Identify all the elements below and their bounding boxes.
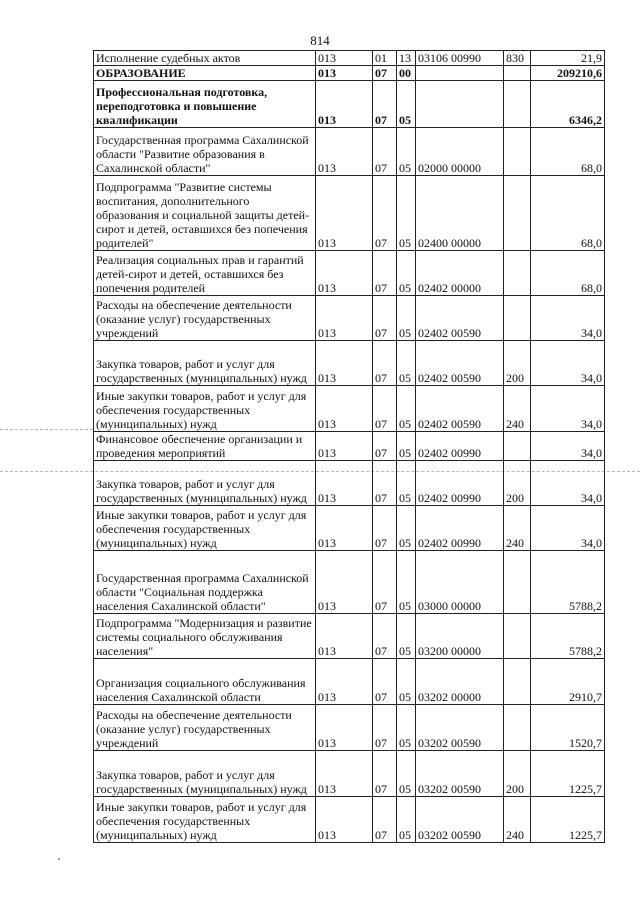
row-name: Финансовое обеспечение организации и проведения мероприятий [94, 432, 316, 461]
row-subsection-code: 05 [397, 296, 416, 341]
row-section-code: 07 [373, 797, 397, 843]
row-target-code: 02402 00000 [416, 251, 504, 296]
budget-table [93, 50, 605, 843]
row-name: Организация социального обслуживания населения Сахалинской области [94, 659, 316, 705]
row-ved-code: 013 [316, 386, 373, 432]
row-section-code: 07 [373, 296, 397, 341]
row-subsection-code: 13 [397, 51, 416, 66]
row-expense-type: 240 [504, 506, 531, 551]
row-amount: 68,0 [531, 176, 605, 251]
row-section-code: 07 [373, 341, 397, 386]
row-amount: 1225,7 [531, 751, 605, 797]
row-target-code: 03202 00590 [416, 797, 504, 843]
row-section-code: 07 [373, 128, 397, 176]
row-target-code [416, 66, 504, 81]
row-ved-code: 013 [316, 506, 373, 551]
row-section-code: 07 [373, 432, 397, 461]
row-amount: 209210,6 [531, 66, 605, 81]
scan-artifact-dot [58, 858, 60, 860]
row-expense-type: 240 [504, 797, 531, 843]
row-name: Закупка товаров, работ и услуг для государственных (муниципальных) нужд [94, 461, 316, 506]
row-name: Иные закупки товаров, работ и услуг для обеспечения государственных (муниципальных) нужд [94, 386, 316, 432]
row-ved-code: 013 [316, 66, 373, 81]
table-row [94, 705, 605, 751]
row-target-code: 03200 00000 [416, 614, 504, 659]
row-expense-type [504, 128, 531, 176]
row-expense-type: 830 [504, 51, 531, 66]
row-ved-code: 013 [316, 341, 373, 386]
table-row [94, 66, 605, 81]
row-target-code: 02400 00000 [416, 176, 504, 251]
table-row [94, 128, 605, 176]
row-amount: 34,0 [531, 461, 605, 506]
row-subsection-code: 05 [397, 432, 416, 461]
row-subsection-code: 05 [397, 386, 416, 432]
row-subsection-code: 05 [397, 461, 416, 506]
row-name: Закупка товаров, работ и услуг для государственных (муниципальных) нужд [94, 341, 316, 386]
table-row [94, 251, 605, 296]
row-ved-code: 013 [316, 751, 373, 797]
table-row [94, 432, 605, 461]
table-row [94, 614, 605, 659]
row-name: Расходы на обеспечение деятельности (оказание услуг) государственных учреждений [94, 705, 316, 751]
row-subsection-code: 05 [397, 341, 416, 386]
row-amount: 68,0 [531, 128, 605, 176]
row-subsection-code: 05 [397, 705, 416, 751]
row-amount: 34,0 [531, 296, 605, 341]
row-amount: 6346,2 [531, 81, 605, 128]
row-ved-code: 013 [316, 81, 373, 128]
row-ved-code: 013 [316, 251, 373, 296]
row-name: Государственная программа Сахалинской области "Развитие образования в Сахалинской области" [94, 128, 316, 176]
row-expense-type [504, 176, 531, 251]
row-target-code: 03202 00000 [416, 659, 504, 705]
row-ved-code: 013 [316, 461, 373, 506]
table-row [94, 659, 605, 705]
page-number: 814 [310, 33, 330, 48]
row-subsection-code: 00 [397, 66, 416, 81]
row-expense-type [504, 551, 531, 614]
row-target-code: 03202 00590 [416, 751, 504, 797]
row-section-code: 07 [373, 751, 397, 797]
row-subsection-code: 05 [397, 797, 416, 843]
row-section-code: 07 [373, 81, 397, 128]
table-row [94, 797, 605, 843]
row-amount: 1225,7 [531, 797, 605, 843]
row-name: Реализация социальных прав и гарантий детей-сирот и детей, оставшихся без попечения родителей [94, 251, 316, 296]
row-section-code: 07 [373, 659, 397, 705]
row-amount: 34,0 [531, 506, 605, 551]
row-name: ОБРАЗОВАНИЕ [94, 66, 316, 81]
row-amount: 34,0 [531, 432, 605, 461]
row-subsection-code: 05 [397, 614, 416, 659]
row-amount: 34,0 [531, 386, 605, 432]
table-row [94, 176, 605, 251]
row-target-code: 02402 00590 [416, 386, 504, 432]
row-subsection-code: 05 [397, 81, 416, 128]
row-name: Подпрограмма "Модернизация и развитие системы социального обслуживания населения" [94, 614, 316, 659]
row-ved-code: 013 [316, 296, 373, 341]
row-expense-type [504, 66, 531, 81]
row-amount: 5788,2 [531, 551, 605, 614]
table-row [94, 386, 605, 432]
row-section-code: 07 [373, 506, 397, 551]
row-expense-type [504, 705, 531, 751]
row-expense-type [504, 296, 531, 341]
row-expense-type: 240 [504, 386, 531, 432]
row-ved-code: 013 [316, 51, 373, 66]
row-name: Расходы на обеспечение деятельности (оказание услуг) государственных учреждений [94, 296, 316, 341]
row-expense-type: 200 [504, 751, 531, 797]
row-expense-type: 200 [504, 461, 531, 506]
row-ved-code: 013 [316, 432, 373, 461]
row-section-code: 07 [373, 705, 397, 751]
row-section-code: 07 [373, 551, 397, 614]
row-section-code: 07 [373, 251, 397, 296]
row-target-code: 02402 00590 [416, 296, 504, 341]
table-row [94, 506, 605, 551]
row-ved-code: 013 [316, 797, 373, 843]
row-section-code: 07 [373, 461, 397, 506]
table-row [94, 461, 605, 506]
row-target-code: 02402 00990 [416, 432, 504, 461]
table-row [94, 751, 605, 797]
row-name: Профессиональная подготовка, переподготовка и повышение квалификации [94, 81, 316, 128]
row-target-code: 02402 00590 [416, 341, 504, 386]
row-subsection-code: 05 [397, 659, 416, 705]
row-target-code: 02402 00990 [416, 506, 504, 551]
table-row [94, 551, 605, 614]
row-expense-type: 200 [504, 341, 531, 386]
row-ved-code: 013 [316, 128, 373, 176]
row-target-code: 03202 00590 [416, 705, 504, 751]
row-amount: 34,0 [531, 341, 605, 386]
row-name: Иные закупки товаров, работ и услуг для обеспечения государственных (муниципальных) нужд [94, 506, 316, 551]
row-ved-code: 013 [316, 614, 373, 659]
row-ved-code: 013 [316, 659, 373, 705]
row-expense-type [504, 251, 531, 296]
row-section-code: 07 [373, 614, 397, 659]
row-name: Иные закупки товаров, работ и услуг для обеспечения государственных (муниципальных) нужд [94, 797, 316, 843]
row-section-code: 07 [373, 66, 397, 81]
row-subsection-code: 05 [397, 751, 416, 797]
row-target-code: 03106 00990 [416, 51, 504, 66]
row-amount: 5788,2 [531, 614, 605, 659]
row-target-code: 03000 00000 [416, 551, 504, 614]
row-name: Закупка товаров, работ и услуг для государственных (муниципальных) нужд [94, 751, 316, 797]
row-expense-type [504, 614, 531, 659]
table-row [94, 81, 605, 128]
scan-artifact-line [0, 429, 93, 430]
row-name: Государственная программа Сахалинской области "Социальная поддержка населения Сахалинской области" [94, 551, 316, 614]
row-subsection-code: 05 [397, 128, 416, 176]
row-ved-code: 013 [316, 705, 373, 751]
table-row [94, 341, 605, 386]
row-target-code [416, 81, 504, 128]
row-section-code: 01 [373, 51, 397, 66]
row-expense-type [504, 432, 531, 461]
row-expense-type [504, 81, 531, 128]
row-amount: 2910,7 [531, 659, 605, 705]
row-name: Исполнение судебных актов [94, 51, 316, 66]
row-ved-code: 013 [316, 176, 373, 251]
row-subsection-code: 05 [397, 251, 416, 296]
row-name: Подпрограмма "Развитие системы воспитания, дополнительного образования и социальной защиты детей-сирот и детей, оставшихся без попечения родителей" [94, 176, 316, 251]
row-subsection-code: 05 [397, 176, 416, 251]
table-row [94, 296, 605, 341]
row-section-code: 07 [373, 386, 397, 432]
row-target-code: 02402 00990 [416, 461, 504, 506]
row-amount: 21,9 [531, 51, 605, 66]
row-amount: 1520,7 [531, 705, 605, 751]
table-row [94, 51, 605, 66]
row-target-code: 02000 00000 [416, 128, 504, 176]
row-section-code: 07 [373, 176, 397, 251]
row-subsection-code: 05 [397, 506, 416, 551]
row-ved-code: 013 [316, 551, 373, 614]
row-amount: 68,0 [531, 251, 605, 296]
row-subsection-code: 05 [397, 551, 416, 614]
row-expense-type [504, 659, 531, 705]
